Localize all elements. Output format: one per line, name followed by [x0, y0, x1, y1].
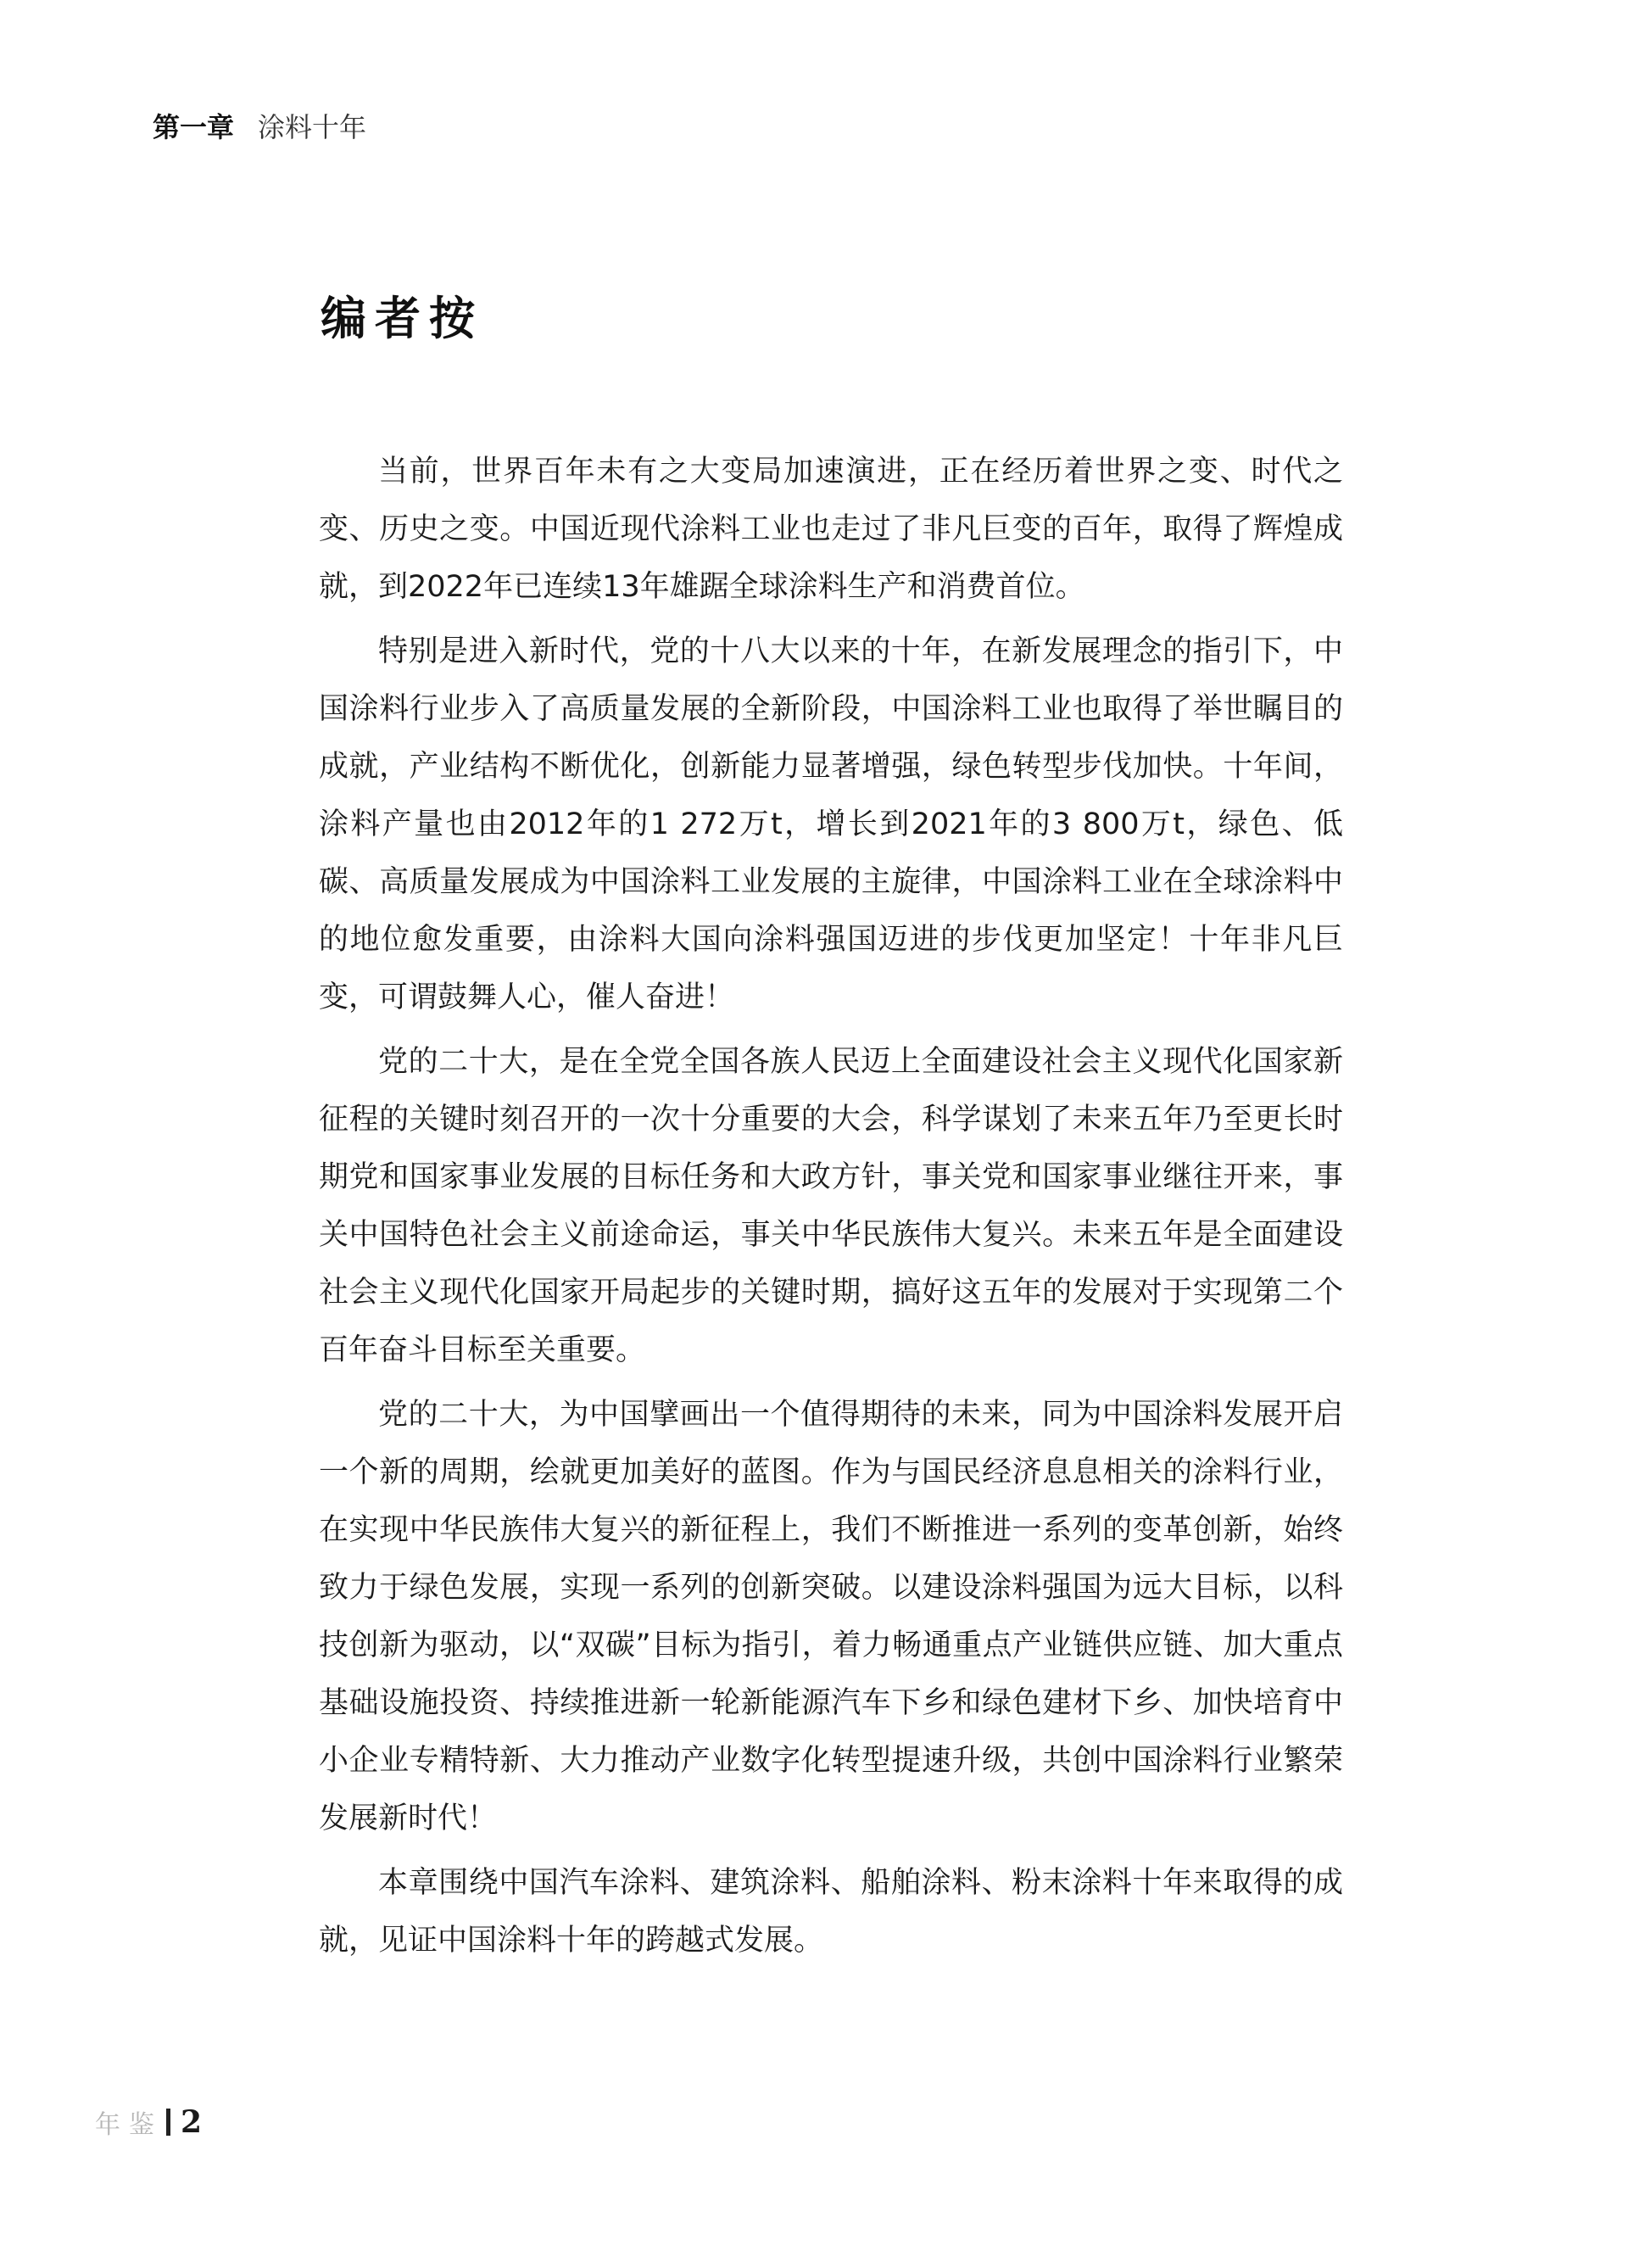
chapter-number: 第一章 [153, 111, 235, 143]
editorial-body [319, 443, 1343, 1976]
paragraph: 党的二十大，为中国擘画出一个值得期待的未来，同为中国涂料发展开启一个新的周期，绘就更加美好的蓝图。作为与国民经济息息相关的涂料行业，在实现中华民族伟大复兴的新征程上，我们不断推进一系列的变革创新，始终致力于绿色发展，实现一系列的创新突破。以建设涂料强国为远大目标，以科技创新为驱动，以“双碳”目标为指引，着力畅通重点产业链供应链、加大重点基础设施投资、持续推进新一轮新能源汽车下乡和绿色建材下乡、加快培育中小企业专精特新、大力推动产业数字化转型提速升级，共创中国涂料行业繁荣发展新时代！ [319, 1398, 1343, 1835]
running-header [153, 109, 366, 146]
paragraph: 本章围绕中国汽车涂料、建筑涂料、船舶涂料、粉末涂料十年来取得的成就，见证中国涂料十年的跨越式发展。 [319, 1866, 1343, 1958]
folio-divider [166, 2109, 170, 2136]
page-title: 编者按 [321, 292, 483, 345]
paragraph: 党的二十大，是在全党全国各族人民迈上全面建设社会主义现代化国家新征程的关键时刻召开的一次十分重要的大会，科学谋划了未来五年乃至更长时期党和国家事业发展的目标任务和大政方针，事关党和国家事业继往开来，事关中国特色社会主义前途命运，事关中华民族伟大复兴。未来五年是全面建设社会主义现代化国家开局起步的关键时期，搞好这五年的发展对于实现第二个百年奋斗目标至关重要。 [319, 1045, 1343, 1367]
chapter-title: 涂料十年 [258, 111, 367, 143]
page-number: 2 [181, 2104, 203, 2140]
paragraph: 当前，世界百年未有之大变局加速演进，正在经历着世界之变、时代之变、历史之变。中国近现代涂料工业也走过了非凡巨变的百年，取得了辉煌成就，到2022年已连续13年雄踞全球涂料生产和消费首位。 [319, 455, 1343, 604]
paragraph: 特别是进入新时代，党的十八大以来的十年，在新发展理念的指引下，中国涂料行业步入了高质量发展的全新阶段，中国涂料工业也取得了举世瞩目的成就，产业结构不断优化，创新能力显著增强，绿色转型步伐加快。十年间，涂料产量也由2012年的1 272万t，增长到2021年的3 800万t，绿色、低碳、高质量发展成为中国涂料工业发展的主旋律，中国涂料工业在全球涂料中的地位愈发重要，由涂料大国向涂料强国迈进的步伐更加坚定！十年非凡巨变，可谓鼓舞人心，催人奋进！ [319, 634, 1343, 1014]
yearbook-label: 年鉴 [95, 2110, 163, 2140]
page-footer [95, 2102, 202, 2142]
